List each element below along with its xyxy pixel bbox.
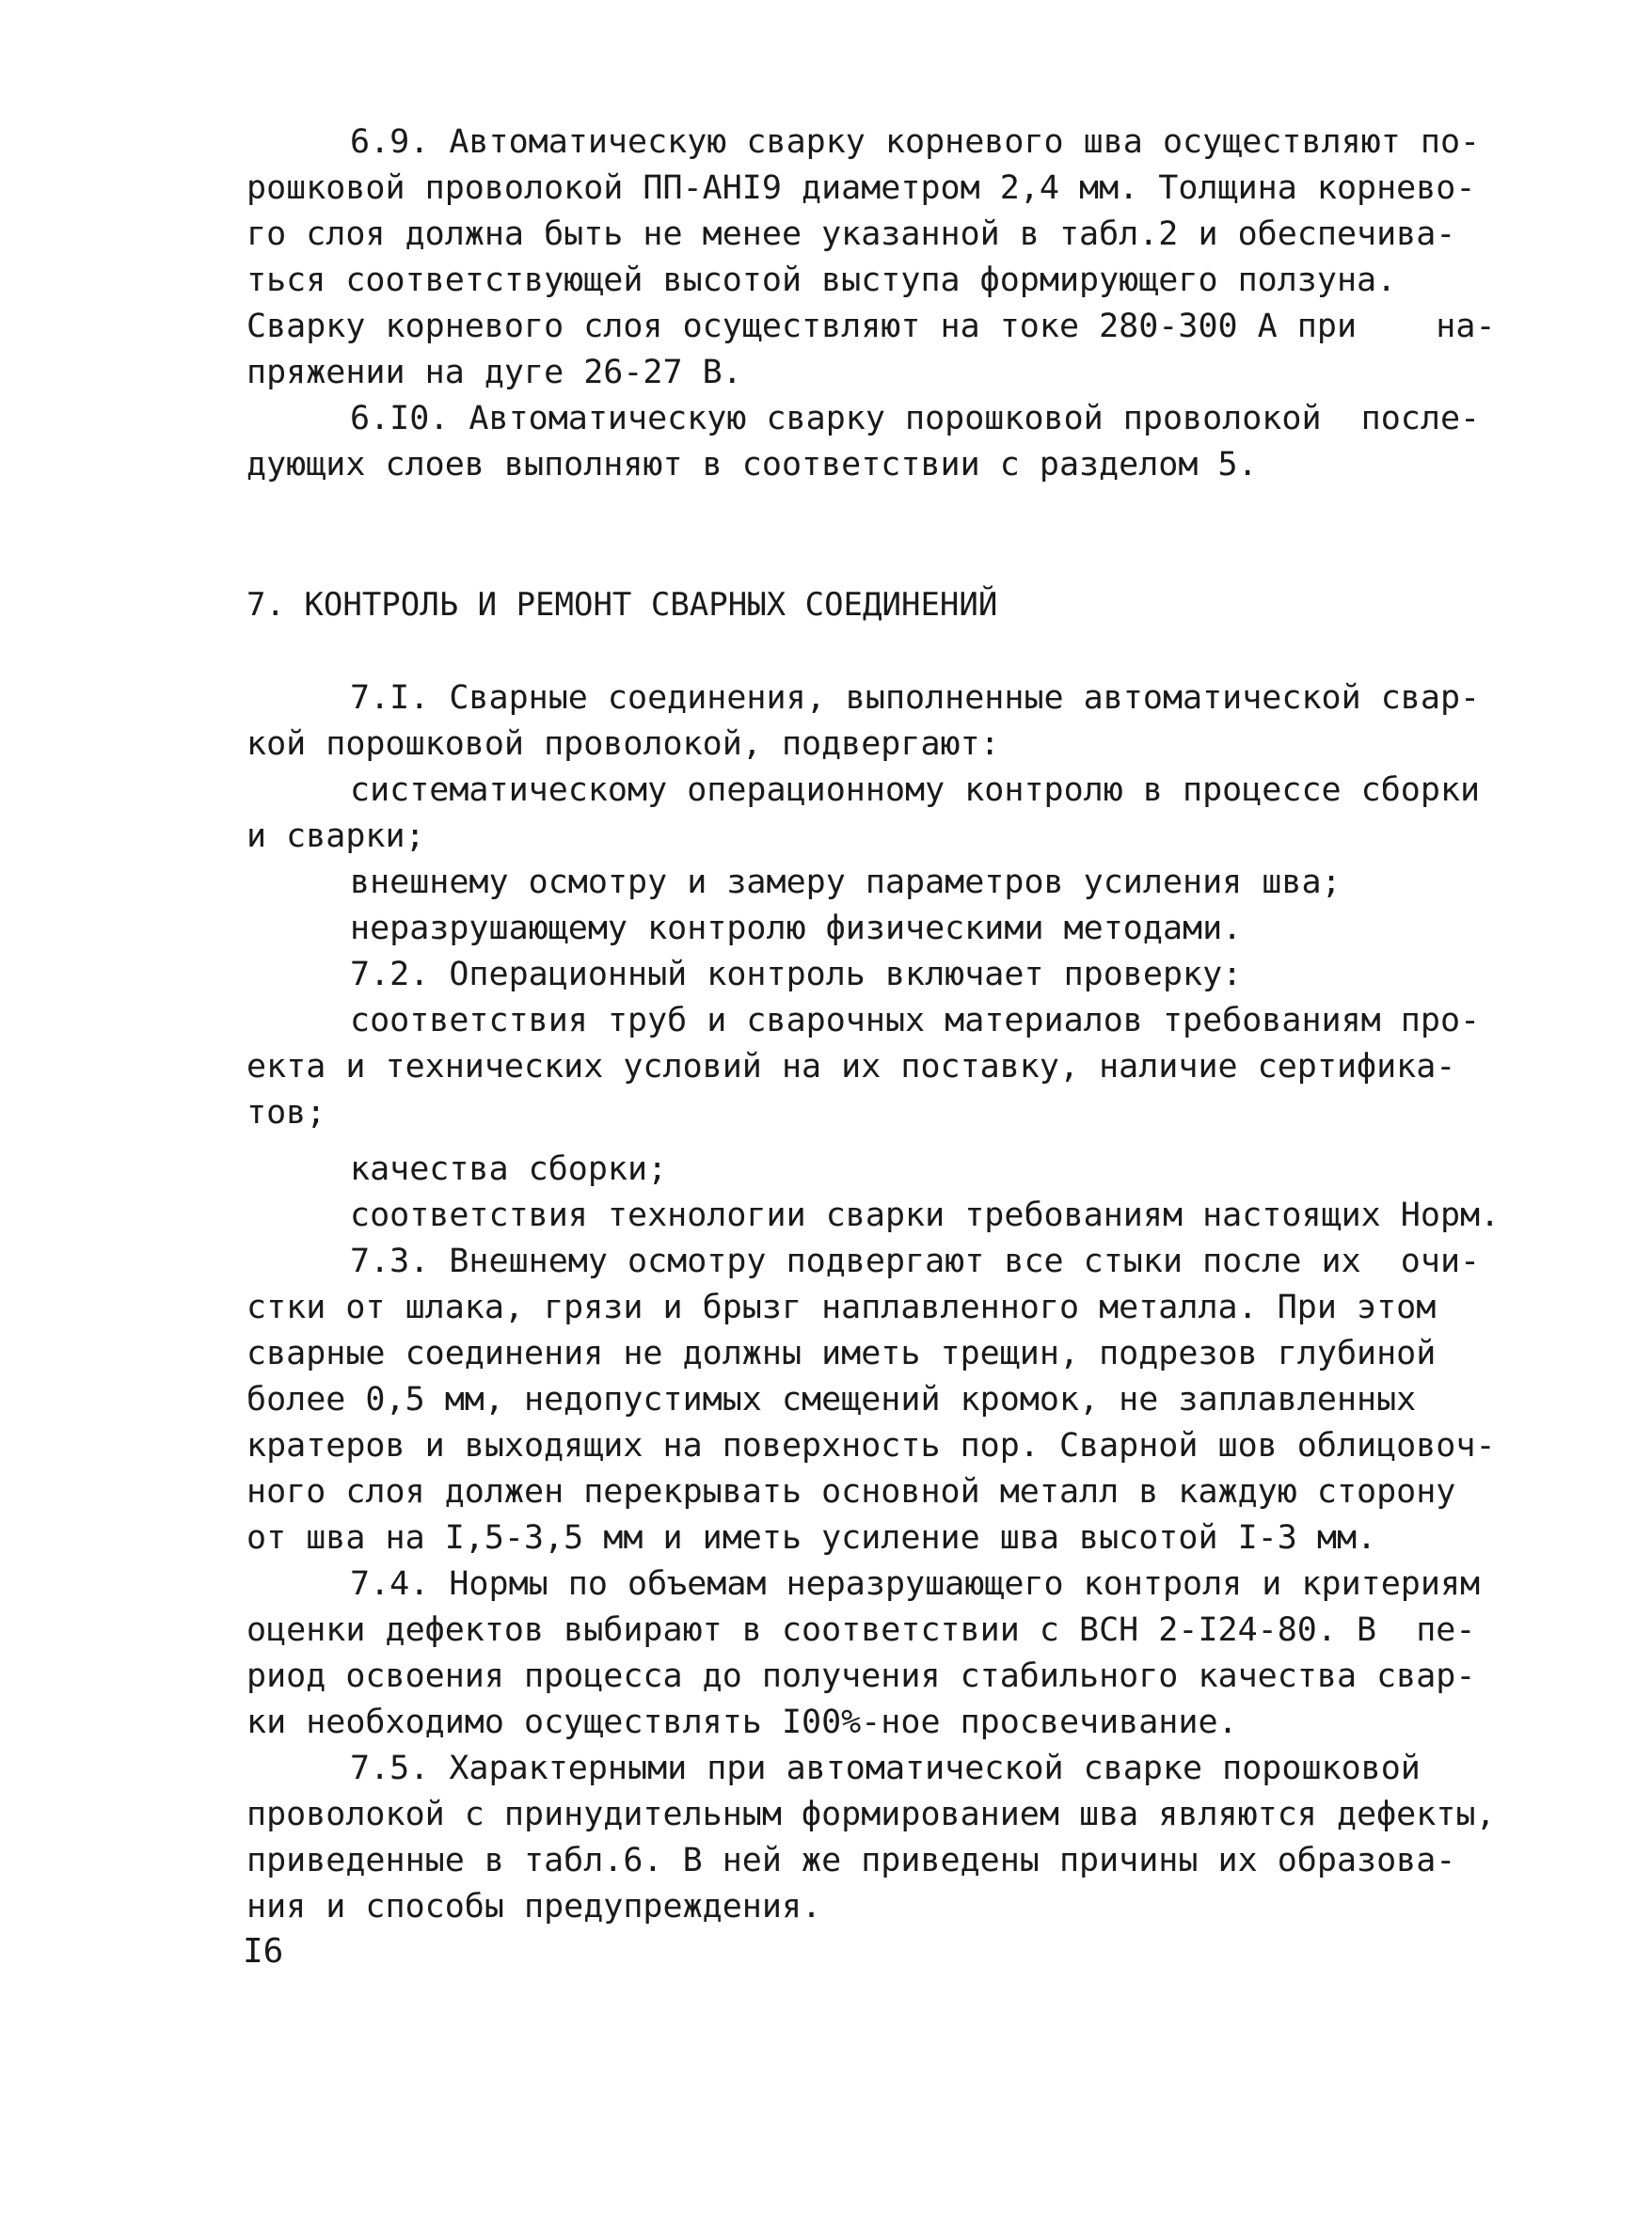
text-line: стки от шлака, грязи и брызг наплавленного металла. При этом — [246, 1289, 1437, 1326]
text-line: проволокой с принудительным формированием шва являются дефекты, — [246, 1796, 1496, 1833]
text-line: более 0,5 мм, недопустимых смещений кромок, не заплавленных — [246, 1381, 1417, 1419]
text-line: го слоя должна быть не менее указанной в табл.2 и обеспечива- — [246, 215, 1456, 253]
text-line: 6.9. Автоматическую сварку корневого шва осуществляют по- — [350, 123, 1481, 161]
text-line: приведенные в табл.6. В ней же приведены причины их образова- — [246, 1842, 1456, 1879]
text-line: кратеров и выходящих на поверхность пор. Сварной шов облицовоч- — [246, 1427, 1496, 1465]
text-line: ного слоя должен перекрывать основной металл в каждую сторону — [246, 1473, 1456, 1511]
text-line: ния и способы предупреждения. — [246, 1888, 822, 1926]
text-line: 7.3. Внешнему осмотру подвергают все стыки после их очи- — [350, 1243, 1481, 1280]
text-line: риод освоения процесса до получения стабильного качества свар- — [246, 1657, 1476, 1695]
text-line: оценки дефектов выбирают в соответствии с ВСН 2-I24-80. В пе- — [246, 1611, 1476, 1649]
text-line: качества сборки; — [350, 1150, 668, 1188]
text-line: ться соответствующей высотой выступа формирующего ползуна. — [246, 262, 1397, 299]
text-line: 7.I. Сварные соединения, выполненные автоматической свар- — [350, 679, 1481, 717]
text-line: неразрушающему контролю физическими методами. — [350, 910, 1243, 947]
text-line: рошковой проволокой ПП-АНI9 диаметром 2,4 мм. Толщина корнево- — [246, 169, 1476, 207]
text-line: екта и технических условий на их поставку, наличие сертифика- — [246, 1048, 1456, 1086]
text-line: соответствия технологии сварки требованиям настоящих Норм. — [350, 1197, 1501, 1234]
text-line: 7.4. Нормы по объемам неразрушающего контроля и критериям — [350, 1565, 1481, 1603]
text-line: ки необходимо осуществлять I00%-ное просвечивание. — [246, 1704, 1238, 1741]
text-line: Сварку корневого слоя осуществляют на токе 280-300 А при на- — [246, 308, 1496, 345]
text-line: соответствия труб и сварочных материалов требованиям про- — [350, 1002, 1481, 1039]
section-heading: 7. КОНТРОЛЬ И РЕМОНТ СВАРНЫХ СОЕДИНЕНИЙ — [246, 586, 998, 624]
text-line: 7.5. Характерными при автоматической сварке порошковой — [350, 1750, 1421, 1787]
text-line: дующих слоев выполняют в соответствии с разделом 5. — [246, 446, 1258, 483]
text-line: 7.2. Операционный контроль включает проверку: — [350, 956, 1243, 993]
text-line: и сварки; — [246, 817, 425, 855]
text-line: от шва на I,5-3,5 мм и иметь усиление шва высотой I-3 мм. — [246, 1519, 1377, 1557]
text-line: тов; — [246, 1094, 326, 1132]
text-line: внешнему осмотру и замеру параметров усиления шва; — [350, 864, 1342, 901]
text-line: сварные соединения не должны иметь трещин, подрезов глубиной — [246, 1335, 1437, 1372]
page-number: I6 — [243, 1932, 284, 1971]
text-line: систематическому операционному контролю в процессе сборки — [350, 771, 1481, 809]
text-line: кой порошковой проволокой, подвергают: — [246, 725, 1000, 763]
text-line: 6.I0. Автоматическую сварку порошковой проволокой после- — [350, 400, 1481, 437]
text-line: пряжении на дуге 26-27 В. — [246, 354, 742, 391]
